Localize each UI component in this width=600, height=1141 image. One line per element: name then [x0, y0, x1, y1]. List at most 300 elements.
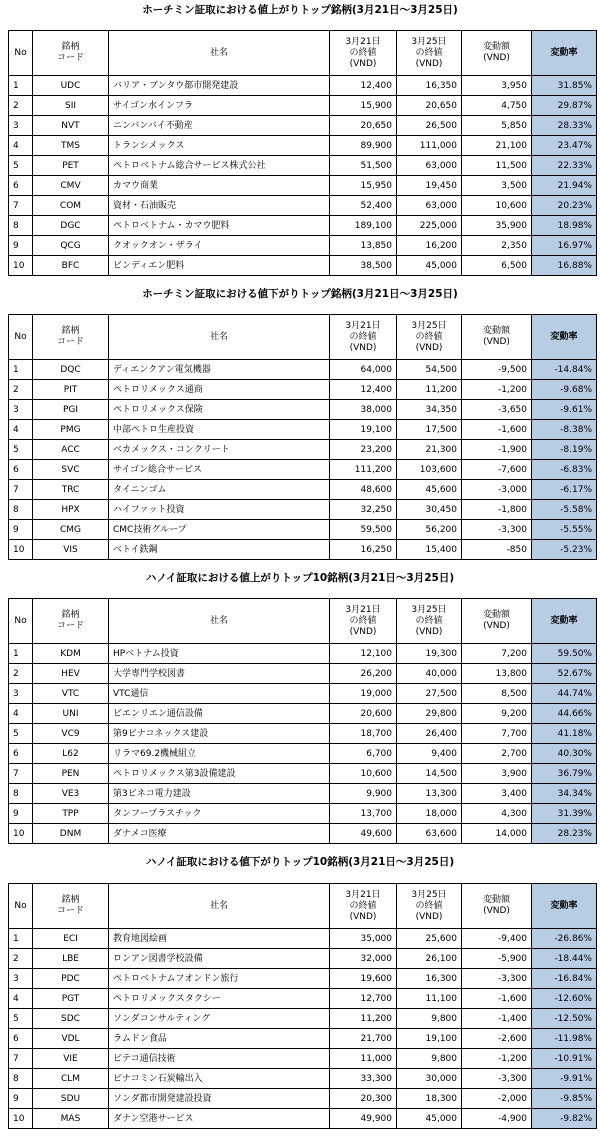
header-no: No — [9, 31, 33, 76]
header-no: No — [9, 884, 33, 929]
change-amount: 3,500 — [462, 176, 532, 196]
table-row — [9, 1109, 597, 1129]
close-price-0325: 63,600 — [397, 824, 462, 844]
row-number: 4 — [9, 136, 33, 156]
close-price-0325: 9,400 — [397, 744, 462, 764]
close-price-0325: 30,450 — [397, 500, 462, 520]
header-code: 銘柄 コード — [33, 884, 109, 929]
stock-code: PGT — [33, 989, 109, 1009]
stock-code: MAS — [33, 1109, 109, 1129]
row-number: 5 — [9, 440, 33, 460]
change-rate: -9.68% — [532, 380, 597, 400]
company-name: ダナン空港サービス — [109, 1109, 330, 1129]
close-price-0321: 10,600 — [330, 764, 397, 784]
section-hcm-gainers-title: ホーチミン証取における値上がりトップ銘柄(3月21日～3月25日) — [142, 4, 458, 16]
close-price-0321: 18,700 — [330, 724, 397, 744]
close-price-0321: 111,200 — [330, 460, 397, 480]
change-amount: 3,950 — [462, 76, 532, 96]
close-price-0321: 49,600 — [330, 824, 397, 844]
change-amount: 14,000 — [462, 824, 532, 844]
table-row — [9, 440, 597, 460]
close-price-0325: 18,000 — [397, 804, 462, 824]
close-price-0325: 29,800 — [397, 704, 462, 724]
close-price-0325: 34,350 — [397, 400, 462, 420]
change-amount: -3,300 — [462, 520, 532, 540]
table-row — [9, 804, 597, 824]
change-rate: 23.47% — [532, 136, 597, 156]
company-name: ロンアン図書学校設備 — [109, 949, 330, 969]
change-rate: 16.88% — [532, 256, 597, 276]
change-rate: 21.94% — [532, 176, 597, 196]
change-rate: 20.23% — [532, 196, 597, 216]
company-name: 資材・石油販売 — [109, 196, 330, 216]
change-amount: -4,900 — [462, 1109, 532, 1129]
row-number: 3 — [9, 116, 33, 136]
section-hanoi-losers-title: ハノイ証取における値下がりトップ10銘柄(3月21日～3月25日) — [145, 856, 455, 868]
change-amount: 3,400 — [462, 784, 532, 804]
change-rate: -11.98% — [532, 1029, 597, 1049]
close-price-0321: 52,400 — [330, 196, 397, 216]
row-number: 1 — [9, 929, 33, 949]
row-number: 5 — [9, 156, 33, 176]
change-amount: -1,600 — [462, 420, 532, 440]
header-close-0325: 3月25日 の終値 (VND) — [397, 884, 462, 929]
change-rate: 22.33% — [532, 156, 597, 176]
table-row — [9, 1069, 597, 1089]
change-amount: 21,100 — [462, 136, 532, 156]
row-number: 10 — [9, 256, 33, 276]
stock-code: SII — [33, 96, 109, 116]
row-number: 2 — [9, 664, 33, 684]
close-price-0325: 27,500 — [397, 684, 462, 704]
stock-code: CMG — [33, 520, 109, 540]
change-rate: 36.79% — [532, 764, 597, 784]
change-rate: 44.66% — [532, 704, 597, 724]
close-price-0325: 56,200 — [397, 520, 462, 540]
company-name: HPベトナム投資 — [109, 644, 330, 664]
close-price-0321: 38,500 — [330, 256, 397, 276]
change-rate: -5.55% — [532, 520, 597, 540]
close-price-0321: 38,000 — [330, 400, 397, 420]
close-price-0321: 16,250 — [330, 540, 397, 560]
header-code: 銘柄 コード — [33, 599, 109, 644]
close-price-0321: 6,700 — [330, 744, 397, 764]
change-amount: -7,600 — [462, 460, 532, 480]
close-price-0325: 45,000 — [397, 256, 462, 276]
row-number: 7 — [9, 1049, 33, 1069]
change-amount: -1,200 — [462, 1049, 532, 1069]
change-rate: -9.91% — [532, 1069, 597, 1089]
close-price-0325: 26,400 — [397, 724, 462, 744]
close-price-0325: 16,300 — [397, 969, 462, 989]
company-name: カマウ商業 — [109, 176, 330, 196]
table-row — [9, 929, 597, 949]
change-rate: -14.84% — [532, 360, 597, 380]
row-number: 3 — [9, 684, 33, 704]
header-change: 変動額 (VND) — [462, 31, 532, 76]
stock-code: SDC — [33, 1009, 109, 1029]
change-rate: -16.84% — [532, 969, 597, 989]
change-amount: 2,700 — [462, 744, 532, 764]
change-amount: -3,000 — [462, 480, 532, 500]
change-rate: 31.39% — [532, 804, 597, 824]
close-price-0321: 35,000 — [330, 929, 397, 949]
change-amount: -2,000 — [462, 1089, 532, 1109]
stock-code: DNM — [33, 824, 109, 844]
close-price-0321: 19,600 — [330, 969, 397, 989]
close-price-0321: 64,000 — [330, 360, 397, 380]
row-number: 1 — [9, 360, 33, 380]
company-name: 教育地図絵画 — [109, 929, 330, 949]
change-amount: -3,300 — [462, 969, 532, 989]
company-name: ビナコミン石炭輸出入 — [109, 1069, 330, 1089]
close-price-0321: 12,100 — [330, 644, 397, 664]
row-number: 10 — [9, 540, 33, 560]
change-rate: -9.85% — [532, 1089, 597, 1109]
company-name: ビテコ通信技術 — [109, 1049, 330, 1069]
company-name: リラマ69.2機械組立 — [109, 744, 330, 764]
table-row — [9, 684, 597, 704]
close-price-0325: 103,600 — [397, 460, 462, 480]
company-name: VTC通信 — [109, 684, 330, 704]
table-hanoi-gainers — [8, 598, 597, 844]
stock-code: PIT — [33, 380, 109, 400]
change-rate: 16.97% — [532, 236, 597, 256]
row-number: 8 — [9, 216, 33, 236]
change-rate: 29.87% — [532, 96, 597, 116]
table-row — [9, 460, 597, 480]
header-change: 変動額 (VND) — [462, 599, 532, 644]
stock-code: VC9 — [33, 724, 109, 744]
close-price-0321: 20,600 — [330, 704, 397, 724]
change-amount: 2,350 — [462, 236, 532, 256]
header-close-0321: 3月21日 の終値 (VND) — [330, 31, 397, 76]
stock-code: ACC — [33, 440, 109, 460]
stock-code: TRC — [33, 480, 109, 500]
company-name: タンフープラスチック — [109, 804, 330, 824]
company-name: ソンダコンサルティング — [109, 1009, 330, 1029]
close-price-0321: 189,100 — [330, 216, 397, 236]
header-row — [9, 31, 597, 76]
close-price-0321: 20,650 — [330, 116, 397, 136]
change-amount: -1,600 — [462, 989, 532, 1009]
row-number: 8 — [9, 500, 33, 520]
row-number: 5 — [9, 724, 33, 744]
change-rate: -12.60% — [532, 989, 597, 1009]
change-amount: -5,900 — [462, 949, 532, 969]
row-number: 9 — [9, 1089, 33, 1109]
section-hcm-losers-title: ホーチミン証取における値下がりトップ銘柄(3月21日～3月25日) — [142, 288, 458, 300]
close-price-0325: 16,350 — [397, 76, 462, 96]
stock-code: CLM — [33, 1069, 109, 1089]
change-rate: -9.61% — [532, 400, 597, 420]
row-number: 4 — [9, 420, 33, 440]
change-amount: 3,900 — [462, 764, 532, 784]
row-number: 9 — [9, 236, 33, 256]
row-number: 2 — [9, 949, 33, 969]
close-price-0321: 15,950 — [330, 176, 397, 196]
change-rate: -8.38% — [532, 420, 597, 440]
close-price-0321: 9,900 — [330, 784, 397, 804]
company-name: ペトロベトナムフオンドン旅行 — [109, 969, 330, 989]
change-amount: 13,800 — [462, 664, 532, 684]
close-price-0321: 21,700 — [330, 1029, 397, 1049]
header-change: 変動額 (VND) — [462, 884, 532, 929]
change-rate: -26.86% — [532, 929, 597, 949]
company-name: ハイファット投資 — [109, 500, 330, 520]
stock-code: KDM — [33, 644, 109, 664]
close-price-0325: 30,000 — [397, 1069, 462, 1089]
change-rate: 52.67% — [532, 664, 597, 684]
company-name: 中部ペトロ生産投資 — [109, 420, 330, 440]
table-row — [9, 540, 597, 560]
company-name: ペトロベトナム総合サービス株式公社 — [109, 156, 330, 176]
change-rate: -5.58% — [532, 500, 597, 520]
table-row — [9, 76, 597, 96]
stock-code: VE3 — [33, 784, 109, 804]
stock-code: CMV — [33, 176, 109, 196]
close-price-0321: 49,900 — [330, 1109, 397, 1129]
close-price-0325: 54,500 — [397, 360, 462, 380]
row-number: 7 — [9, 480, 33, 500]
row-number: 1 — [9, 76, 33, 96]
stock-code: HEV — [33, 664, 109, 684]
stock-code: HPX — [33, 500, 109, 520]
table-row — [9, 1009, 597, 1029]
row-number: 4 — [9, 704, 33, 724]
close-price-0325: 19,100 — [397, 1029, 462, 1049]
change-rate: 34.34% — [532, 784, 597, 804]
close-price-0321: 33,300 — [330, 1069, 397, 1089]
header-code: 銘柄 コード — [33, 315, 109, 360]
close-price-0321: 23,200 — [330, 440, 397, 460]
row-number: 3 — [9, 969, 33, 989]
change-amount: 5,850 — [462, 116, 532, 136]
table-row — [9, 116, 597, 136]
close-price-0321: 19,100 — [330, 420, 397, 440]
stock-code: ECI — [33, 929, 109, 949]
header-rate: 変動率 — [532, 884, 597, 929]
row-number: 6 — [9, 1029, 33, 1049]
stock-code: VIE — [33, 1049, 109, 1069]
stock-code: L62 — [33, 744, 109, 764]
header-close-0321: 3月21日 の終値 (VND) — [330, 599, 397, 644]
company-name: ペトロリメックス保険 — [109, 400, 330, 420]
row-number: 3 — [9, 400, 33, 420]
close-price-0325: 19,300 — [397, 644, 462, 664]
row-number: 6 — [9, 460, 33, 480]
close-price-0325: 19,450 — [397, 176, 462, 196]
close-price-0321: 32,250 — [330, 500, 397, 520]
table-row — [9, 824, 597, 844]
row-number: 5 — [9, 1009, 33, 1029]
change-amount: -9,500 — [462, 360, 532, 380]
table-row — [9, 480, 597, 500]
table-row — [9, 989, 597, 1009]
table-hanoi-losers — [8, 883, 597, 1129]
row-number: 6 — [9, 744, 33, 764]
stock-code: PGI — [33, 400, 109, 420]
table-row — [9, 1089, 597, 1109]
change-amount: 4,300 — [462, 804, 532, 824]
stock-code: UNI — [33, 704, 109, 724]
stock-code: NVT — [33, 116, 109, 136]
table-row — [9, 949, 597, 969]
row-number: 9 — [9, 520, 33, 540]
close-price-0325: 225,000 — [397, 216, 462, 236]
company-name: ペトロリメックス第3設備建設 — [109, 764, 330, 784]
close-price-0321: 89,900 — [330, 136, 397, 156]
change-rate: -10.91% — [532, 1049, 597, 1069]
close-price-0325: 63,000 — [397, 156, 462, 176]
company-name: サイゴン水インフラ — [109, 96, 330, 116]
change-rate: 40.30% — [532, 744, 597, 764]
change-amount: 7,700 — [462, 724, 532, 744]
close-price-0325: 11,200 — [397, 380, 462, 400]
company-name: サイゴン総合サービス — [109, 460, 330, 480]
company-name: ソンダ都市開発建設投資 — [109, 1089, 330, 1109]
table-row — [9, 176, 597, 196]
change-amount: 7,200 — [462, 644, 532, 664]
close-price-0325: 111,000 — [397, 136, 462, 156]
table-row — [9, 784, 597, 804]
change-rate: -12.50% — [532, 1009, 597, 1029]
row-number: 7 — [9, 764, 33, 784]
table-row — [9, 1029, 597, 1049]
row-number: 10 — [9, 824, 33, 844]
row-number: 7 — [9, 196, 33, 216]
table-row — [9, 96, 597, 116]
company-name: ペトロベトナム・カマウ肥料 — [109, 216, 330, 236]
stock-code: SDU — [33, 1089, 109, 1109]
header-name: 社名 — [109, 31, 330, 76]
change-rate: 28.23% — [532, 824, 597, 844]
table-row — [9, 380, 597, 400]
close-price-0321: 20,300 — [330, 1089, 397, 1109]
stock-code: VIS — [33, 540, 109, 560]
stock-code: DGC — [33, 216, 109, 236]
close-price-0325: 15,400 — [397, 540, 462, 560]
change-amount: 4,750 — [462, 96, 532, 116]
close-price-0321: 13,850 — [330, 236, 397, 256]
close-price-0325: 13,300 — [397, 784, 462, 804]
company-name: 第9ビナコネックス建設 — [109, 724, 330, 744]
header-rate: 変動率 — [532, 599, 597, 644]
row-number: 10 — [9, 1109, 33, 1129]
header-close-0321: 3月21日 の終値 (VND) — [330, 884, 397, 929]
stock-code: VTC — [33, 684, 109, 704]
row-number: 2 — [9, 96, 33, 116]
change-rate: 41.18% — [532, 724, 597, 744]
header-row — [9, 315, 597, 360]
close-price-0321: 19,000 — [330, 684, 397, 704]
stock-code: TMS — [33, 136, 109, 156]
close-price-0321: 48,600 — [330, 480, 397, 500]
change-rate: 28.33% — [532, 116, 597, 136]
close-price-0325: 20,650 — [397, 96, 462, 116]
change-amount: -850 — [462, 540, 532, 560]
company-name: タイニンゴム — [109, 480, 330, 500]
header-change: 変動額 (VND) — [462, 315, 532, 360]
close-price-0325: 25,600 — [397, 929, 462, 949]
change-amount: -3,650 — [462, 400, 532, 420]
table-row — [9, 664, 597, 684]
close-price-0321: 59,500 — [330, 520, 397, 540]
stock-code: SVC — [33, 460, 109, 480]
close-price-0325: 63,000 — [397, 196, 462, 216]
change-rate: -9.82% — [532, 1109, 597, 1129]
close-price-0321: 13,700 — [330, 804, 397, 824]
table-hcm-gainers — [8, 30, 597, 276]
row-number: 4 — [9, 989, 33, 1009]
header-close-0325: 3月25日 の終値 (VND) — [397, 599, 462, 644]
header-no: No — [9, 315, 33, 360]
close-price-0325: 9,800 — [397, 1049, 462, 1069]
stock-code: BFC — [33, 256, 109, 276]
close-price-0321: 15,900 — [330, 96, 397, 116]
company-name: バリア・ブンタウ都市開発建設 — [109, 76, 330, 96]
close-price-0325: 18,300 — [397, 1089, 462, 1109]
header-name: 社名 — [109, 884, 330, 929]
close-price-0325: 11,100 — [397, 989, 462, 1009]
header-row — [9, 599, 597, 644]
company-name: CMC技術グループ — [109, 520, 330, 540]
company-name: 大学専門学校図書 — [109, 664, 330, 684]
header-close-0321: 3月21日 の終値 (VND) — [330, 315, 397, 360]
header-close-0325: 3月25日 の終値 (VND) — [397, 315, 462, 360]
company-name: ニンバンバイ不動産 — [109, 116, 330, 136]
change-rate: 31.85% — [532, 76, 597, 96]
row-number: 8 — [9, 784, 33, 804]
company-name: ビエンリエン通信設備 — [109, 704, 330, 724]
close-price-0325: 45,600 — [397, 480, 462, 500]
close-price-0325: 26,100 — [397, 949, 462, 969]
change-rate: -8.19% — [532, 440, 597, 460]
header-rate: 変動率 — [532, 315, 597, 360]
change-amount: -1,900 — [462, 440, 532, 460]
change-rate: 18.98% — [532, 216, 597, 236]
stock-code: PMG — [33, 420, 109, 440]
change-amount: 9,200 — [462, 704, 532, 724]
close-price-0321: 12,400 — [330, 380, 397, 400]
stock-code: PDC — [33, 969, 109, 989]
table-row — [9, 360, 597, 380]
company-name: ラムドン食品 — [109, 1029, 330, 1049]
company-name: 第3ビネコ電力建設 — [109, 784, 330, 804]
change-amount: 10,600 — [462, 196, 532, 216]
table-row — [9, 704, 597, 724]
change-amount: 35,900 — [462, 216, 532, 236]
change-amount: -2,600 — [462, 1029, 532, 1049]
stock-code: LBE — [33, 949, 109, 969]
row-number: 9 — [9, 804, 33, 824]
table-row — [9, 216, 597, 236]
stock-code: PEN — [33, 764, 109, 784]
stock-code: COM — [33, 196, 109, 216]
stock-code: TPP — [33, 804, 109, 824]
change-amount: 11,500 — [462, 156, 532, 176]
change-rate: -18.44% — [532, 949, 597, 969]
close-price-0321: 51,500 — [330, 156, 397, 176]
change-amount: -1,200 — [462, 380, 532, 400]
close-price-0325: 14,500 — [397, 764, 462, 784]
change-rate: -6.17% — [532, 480, 597, 500]
stock-code: VDL — [33, 1029, 109, 1049]
table-row — [9, 764, 597, 784]
table-row — [9, 724, 597, 744]
close-price-0321: 12,400 — [330, 76, 397, 96]
row-number: 8 — [9, 1069, 33, 1089]
